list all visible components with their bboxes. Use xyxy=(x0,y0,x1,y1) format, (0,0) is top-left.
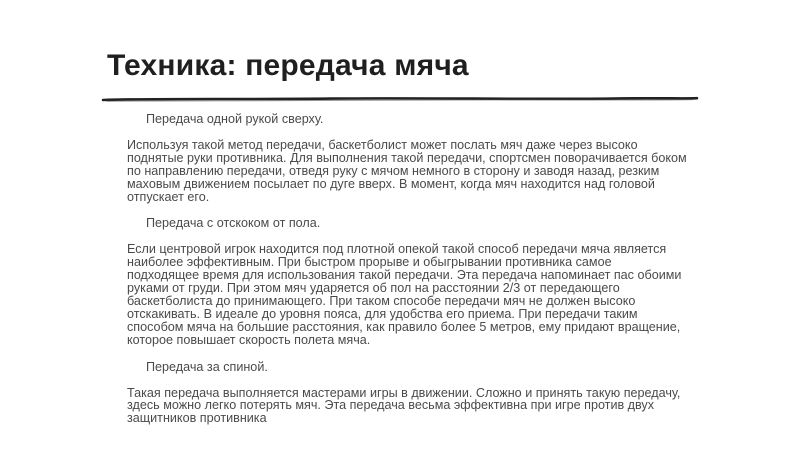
section-heading-bounce-pass: Передача с отскоком от пола. xyxy=(146,216,321,231)
section-text-behind-back-pass: Такая передача выполняется мастерами игры в движении. Сложно и принять такую передачу, здесь можно легко потерять мяч. Эта передача весьма эффективна при игре против двух защитников противника xyxy=(127,385,681,426)
section-heading-behind-back-pass: Передача за спиной. xyxy=(146,359,268,374)
title-underline xyxy=(101,94,699,104)
section-text-overhead-pass: Используя такой метод передачи, баскетболист может послать мяч даже через высоко поднятые руки противника. Для выполнения такой передачи, спортсмен поворачивается боком по направлению передачи, отведя руку с мячом немного в сторону и заводя назад, резким маховым движением посылает по дуге вверх. В момент, когда мяч находится над головой отпускает его. xyxy=(127,137,687,204)
slide-body xyxy=(127,112,687,425)
section-heading-overhead-pass: Передача одной рукой сверху. xyxy=(146,112,324,126)
section-text-bounce-pass: Если центровой игрок находится под плотной опекой такой способ передачи мяча является наиболее эффективным. При быстром прорыве и обыгрывании противника самое подходящее время для использования такой передачи. Эта передача напоминает пас обоими руками от груди. При этом мяч ударяется об пол на расстоянии 2/3 от передающего баскетболиста до принимающего. При таком способе передачи мяч не должен высоко отскакивать. В идеале до уровня пояса, для удобства его приема. При передачи таким способом мяча на большие расстояния, как правило более 5 метров, ему придают вращение, которое повышает скорость полета мяча. xyxy=(127,242,682,347)
slide-title: Техника: передача мяча xyxy=(107,49,469,82)
